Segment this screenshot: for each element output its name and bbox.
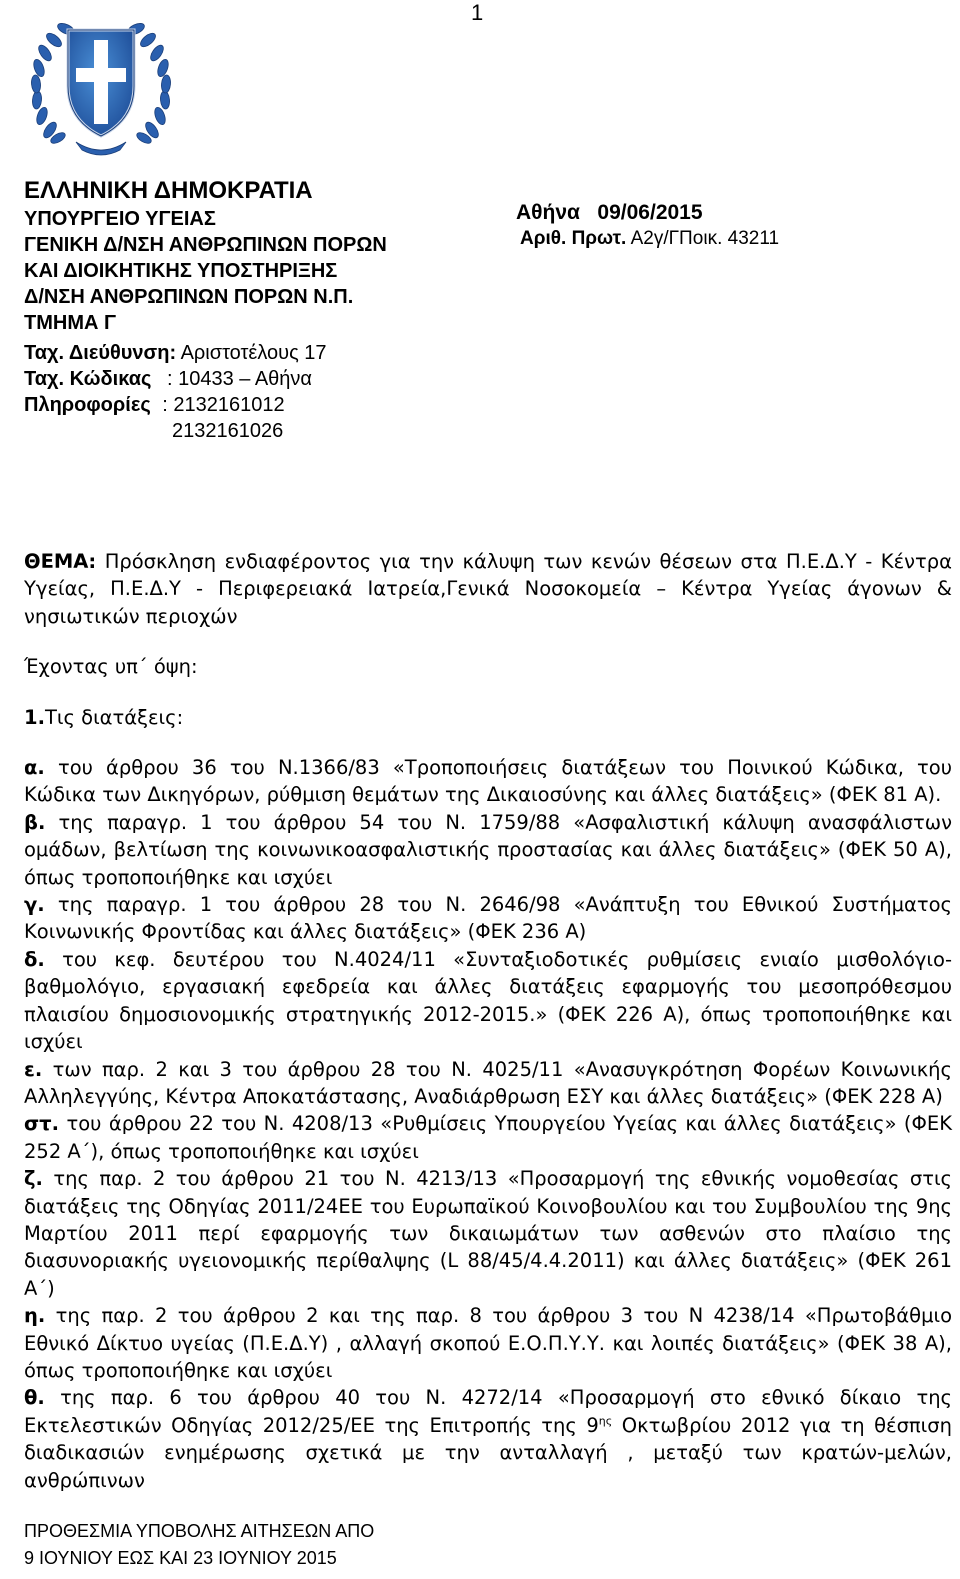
- item-text: του άρθρου 36 του Ν.1366/83 «Τροποποιήσεις διατάξεων του Ποινικού Κώδικα, του Κώδικα των Δικηγόρων, ρύθμιση θεμάτων της Δικαιοσύνης και άλλες διατάξεις» (ΦΕΚ 81 Α).: [24, 756, 952, 807]
- issuer-block: [24, 176, 494, 444]
- item-text: Οκτωβρίου 2012 για τη θέσπιση διαδικασιών ενημέρωσης σχετικά με την ανταλλαγή , μεταξύ των κρατών-μελών, ανθρώπινων: [24, 1413, 952, 1492]
- directorate-line: ΚΑΙ ΔΙΟΙΚΗΤΙΚΗΣ ΥΠΟΣΤΗΡΙΞΗΣ: [24, 260, 338, 282]
- list-item: [24, 809, 952, 891]
- item-label: η.: [24, 1304, 46, 1328]
- department-line: ΤΜΗΜΑ Γ: [24, 312, 117, 334]
- list-item: [24, 754, 952, 809]
- item-label: β.: [24, 810, 46, 834]
- info-label: Πληροφορίες: [24, 394, 151, 416]
- deadline-line: ΠΡΟΘΕΣΜΙΑ ΥΠΟΒΟΛΗΣ ΑΙΤΗΣΕΩΝ ΑΠΟ: [24, 1521, 375, 1541]
- provisions-number: 1.: [24, 705, 45, 729]
- item-label: στ.: [24, 1112, 60, 1136]
- deadline-line: 9 ΙΟΥΝΙΟΥ ΕΩΣ ΚΑΙ 23 ΙΟΥΝΙΟΥ 2015: [24, 1548, 337, 1568]
- info-value: 2132161026: [172, 420, 284, 442]
- item-label: α.: [24, 756, 45, 780]
- item-text: της παρ. 2 του άρθρου 2 και της παρ. 8 του άρθρου 3 του Ν 4238/14 «Πρωτοβάθμιο Εθνικό Δίκτυο υγείας (Π.Ε.Δ.Υ) , αλλαγή σκοπού Ε.Ο.Π.Υ.Υ. και λοιπές διατάξεις» (ΦΕΚ 38 Α), όπως τροποποιήθηκε και ισχύει: [24, 1304, 953, 1382]
- list-item: [24, 1056, 952, 1111]
- country-name: ΕΛΛΗΝΙΚΗ ΔΗΜΟΚΡΑΤΙΑ: [24, 177, 313, 204]
- address-line: [24, 340, 494, 366]
- info-line-2: [24, 418, 494, 444]
- address-label: Ταχ. Διεύθυνση:: [24, 342, 177, 364]
- page-number: 1: [471, 0, 484, 25]
- item-text: της παρ. 6 του άρθρου 40 του Ν. 4272/14 «Προσαρμογή στο εθνικό δίκαιο της Εκτελεστικών Οδηγίας 2012/25/ΕΕ της Επιτροπής της 9: [24, 1386, 952, 1437]
- info-value: : 2132161012: [162, 394, 285, 416]
- subject-paragraph: [24, 548, 952, 630]
- postcode-label: Ταχ. Κώδικας: [24, 368, 152, 390]
- list-item: [24, 1110, 952, 1165]
- postcode-value: : 10433 – Αθήνα: [166, 368, 312, 390]
- provisions-heading: [24, 704, 952, 731]
- item-text: της παρ. 2 του άρθρου 21 του Ν. 4213/13 «Προσαρμογή της εθνικής νομοθεσίας στις διατάξεις της Οδηγίας 2011/24ΕΕ του Ευρωπαϊκού Κοινοβουλίου και του Συμβουλίου της 9ης Μαρτίου 2011 περί εφαρμογής των δικαιωμάτων των ασθενών στο πλαίσιο της διασυνοριακής υγειονομικής περίθαλψης (L 88/45/4.4.2011) και άλλες διατάξεις» (ΦΕΚ 261 Α΄): [24, 1167, 952, 1300]
- ordinal-suffix: ης: [598, 1414, 613, 1428]
- deadline-note: [24, 1518, 374, 1572]
- provisions-text: Τις διατάξεις:: [44, 705, 184, 729]
- subject-text: Πρόσκληση ενδιαφέροντος για την κάλυψη των κενών θέσεων στα Π.Ε.Δ.Υ - Κέντρα Υγείας, Π.Ε.Δ.Υ - Περιφερειακά Ιατρεία,Γενικά Νοσοκομεία – Κέντρα Υγείας άγονων & νησιωτικών περιοχών: [24, 550, 952, 628]
- protocol-value: Α2γ/ΓΠοικ. 43211: [630, 228, 780, 249]
- greek-emblem-icon: [28, 8, 174, 158]
- item-text: της παραγρ. 1 του άρθρου 54 του Ν. 1759/88 «Ασφαλιστική κάλυψη ανασφάλιστων ομάδων, βελτίωση της κοινωνικοασφαλιστικής προστασίας και άλλες διατάξεις» (ΦΕΚ 50 Α), όπως τροποποιήθηκε και ισχύει: [24, 810, 952, 889]
- protocol-line: [516, 226, 779, 252]
- protocol-label: Αριθ. Πρωτ.: [520, 228, 627, 249]
- city-date: Αθήνα 09/06/2015: [516, 201, 703, 224]
- list-item: [24, 891, 952, 946]
- item-label: ε.: [24, 1057, 43, 1081]
- ministry-line: ΥΠΟΥΡΓΕΙΟ ΥΓΕΙΑΣ: [24, 208, 216, 230]
- directorate-line: Δ/ΝΣΗ ΑΝΘΡΩΠΙΝΩΝ ΠΟΡΩΝ Ν.Π.: [24, 286, 354, 308]
- item-label: θ.: [24, 1386, 45, 1410]
- document-body: [24, 548, 952, 1494]
- address-value: Αριστοτέλους 17: [180, 342, 327, 364]
- date-block: [516, 200, 779, 252]
- list-item: [24, 946, 952, 1056]
- subject-label: ΘΕΜΑ:: [24, 550, 97, 573]
- postcode-line: [24, 366, 494, 392]
- having-regard: Έχοντας υπ΄ όψη:: [24, 655, 198, 679]
- list-item: [24, 1384, 952, 1494]
- list-item: [24, 1165, 952, 1302]
- directorate-line: ΓΕΝΙΚΗ Δ/ΝΣΗ ΑΝΘΡΩΠΙΝΩΝ ΠΟΡΩΝ: [24, 234, 387, 256]
- item-text: του άρθρου 22 του Ν. 4208/13 «Ρυθμίσεις Υπουργείου Υγείας και άλλες διατάξεις» (ΦΕΚ 252 Α΄), όπως τροποποιήθηκε και ισχύει: [24, 1112, 952, 1163]
- info-line: [24, 392, 494, 418]
- item-text: της παραγρ. 1 του άρθρου 28 του Ν. 2646/98 «Ανάπτυξη του Εθνικού Συστήματος Κοινωνικής Φροντίδας και άλλες διατάξεις» (ΦΕΚ 236 Α): [24, 893, 952, 944]
- item-label: ζ.: [24, 1167, 43, 1191]
- item-text: των παρ. 2 και 3 του άρθρου 28 του Ν. 4025/11 «Ανασυγκρότηση Φορέων Κοινωνικής Αλληλεγγύης, Κέντρα Αποκατάστασης, Αναδιάρθρωση ΕΣΥ και άλλες διατάξεις» (ΦΕΚ 228 Α): [24, 1057, 952, 1108]
- item-label: δ.: [24, 947, 45, 971]
- list-item: [24, 1302, 952, 1384]
- item-text: του κεφ. δευτέρου του Ν.4024/11 «Συνταξιοδοτικές ρυθμίσεις ενιαίο μισθολόγιο-βαθμολόγιο, εργασιακή εφεδρεία και άλλες διατάξεις εφαρμογής του μεσοπρόθεσμου πλαισίου δημοσιονομικής στρατηγικής 2012-2015.» (ΦΕΚ 226 Α), όπως τροποποιήθηκε και ισχύει: [24, 947, 952, 1054]
- item-label: γ.: [24, 893, 45, 917]
